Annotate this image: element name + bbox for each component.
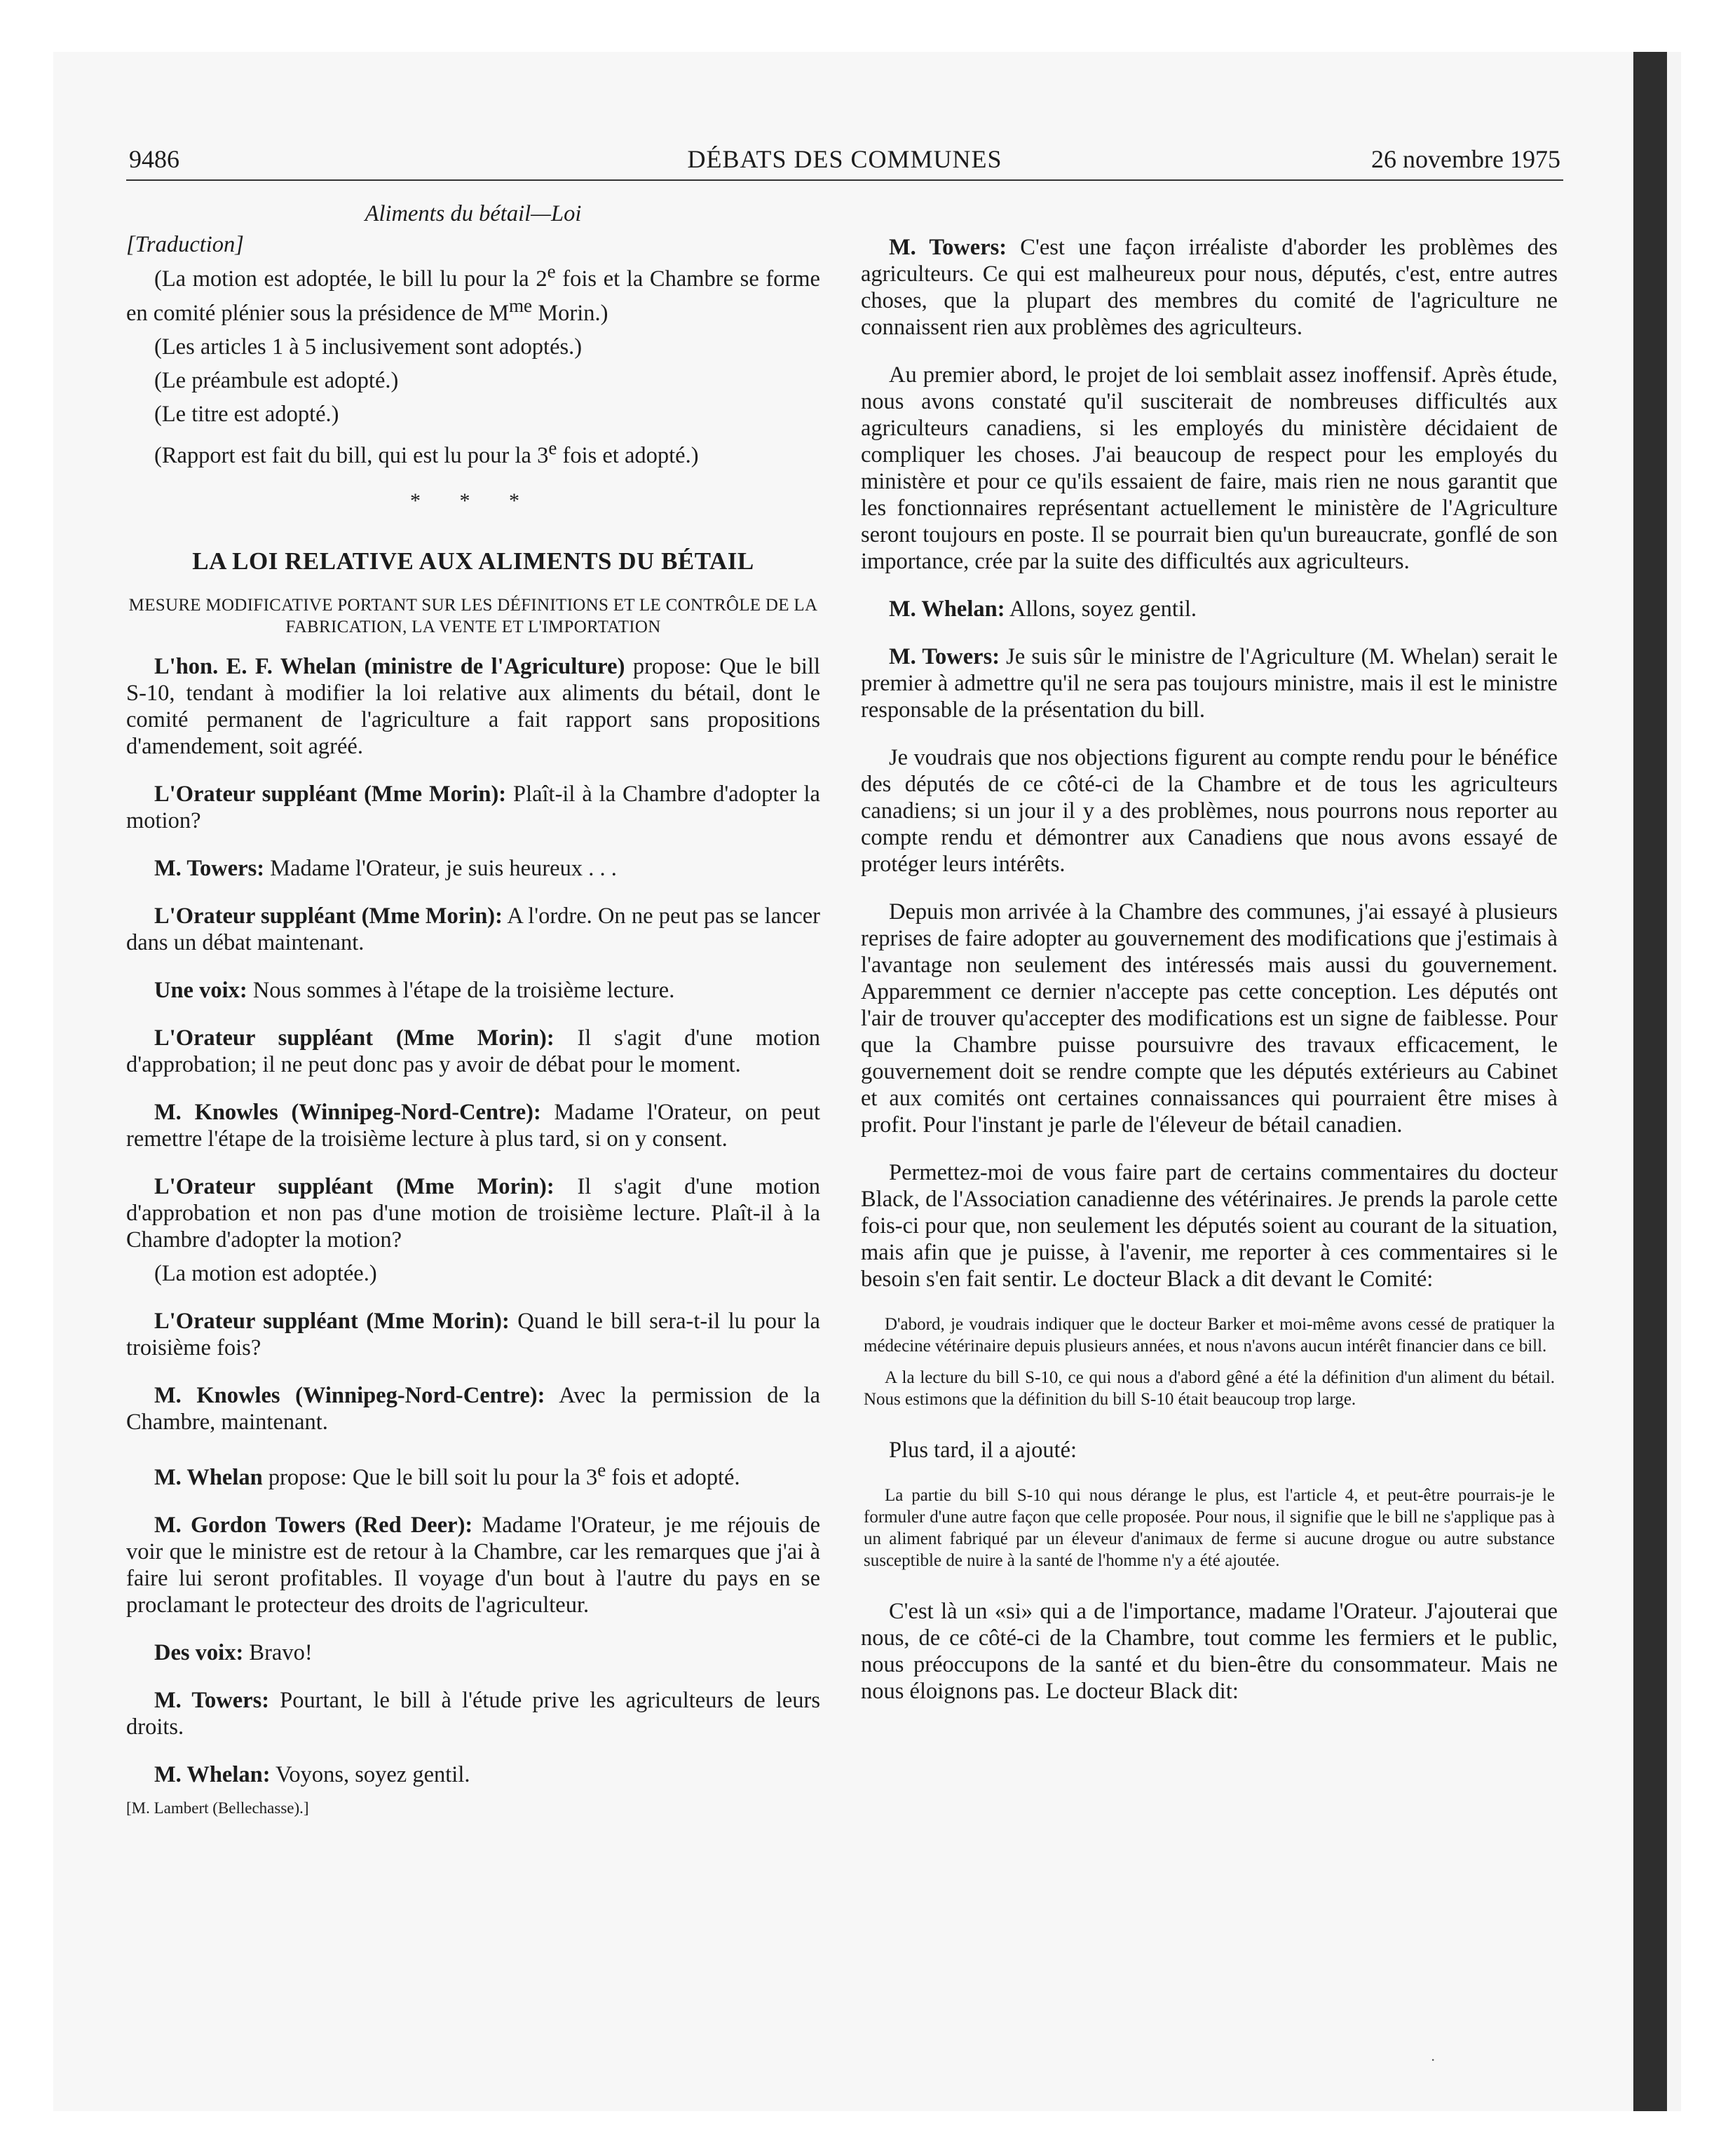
speech-paragraph: L'Orateur suppléant (Mme Morin): A l'ordre. On ne peut pas se lancer dans un débat maintenant. xyxy=(126,903,820,956)
speech-paragraph: Permettez-moi de vous faire part de certains commentaires du docteur Black, de l'Association canadienne des vétérinaires. Je prends la parole cette fois-ci pour que, non seulement les députés soient au courant de la situation, mais afin que je puisse, à l'avenir, me reporter à ces commentaires si le besoin s'en fait sentir. Le docteur Black a dit devant le Comité: xyxy=(861,1160,1558,1292)
speech-paragraph: C'est là un «si» qui a de l'importance, madame l'Orateur. J'ajouterai que nous, de ce côté-ci de la Chambre, tout comme les fermiers et le public, nous préoccupons de la santé et du bien-être du consommateur. Mais ne nous éloignons pas. Le docteur Black dit: xyxy=(861,1599,1558,1704)
page-number: 9486 xyxy=(129,145,179,173)
speech-paragraph: Plus tard, il a ajouté: xyxy=(889,1438,1077,1463)
speech-paragraph: Au premier abord, le projet de loi semblait assez inoffensif. Après étude, nous avons constaté qu'il susciterait de nombreuses difficultés aux agriculteurs canadiens, si les employés du ministère décidaient de compliquer les choses. J'ai beaucoup de respect pour les employés du ministère et pour ce qu'ils essaient de faire, mais rien ne nous garantit que les fonctionnaires représentant actuellement le ministère de l'Agriculture seront toujours en poste. Il se pourrait bien qu'un bureaucrate, gonflé de son importance, crée par la suite des difficultés aux agriculteurs. xyxy=(861,362,1558,574)
speaker-name: L'Orateur suppléant (Mme Morin): xyxy=(154,903,503,929)
speaker-name: M. Towers: xyxy=(889,235,1007,260)
speech-paragraph: M. Towers: C'est une façon irréaliste d'aborder les problèmes des agriculteurs. Ce qui est malheureux pour nous, députés, c'est, entre autres choses, que la plupart des membres du comité de l'agriculture ne connaissent rien aux problèmes des agriculteurs. xyxy=(861,235,1558,340)
procedure-note: (La motion est adoptée.) xyxy=(154,1261,377,1287)
speaker-name: M. Towers: xyxy=(154,1688,270,1714)
procedure-note: (Rapport est fait du bill, qui est lu pour la 3e fois et adopté.) xyxy=(154,437,699,468)
section-title: LA LOI RELATIVE AUX ALIMENTS DU BÉTAIL xyxy=(192,547,754,575)
speech-paragraph: L'Orateur suppléant (Mme Morin): Il s'agit d'une motion d'approbation; il ne peut donc pas y avoir de débat pour le moment. xyxy=(126,1025,820,1078)
speech-paragraph: M. Towers: Je suis sûr le ministre de l'Agriculture (M. Whelan) serait le premier à admettre qu'il ne sera pas toujours ministre, mais il est le ministre responsable de la présentation du bill. xyxy=(861,644,1558,723)
speaker-name: L'Orateur suppléant (Mme Morin): xyxy=(154,1174,554,1200)
speech-paragraph: M. Whelan: Voyons, soyez gentil. xyxy=(154,1762,470,1788)
speaker-name: M. Knowles (Winnipeg-Nord-Centre): xyxy=(154,1100,541,1126)
speaker-name: Une voix: xyxy=(154,978,247,1004)
scan-mark: . xyxy=(1431,2047,1436,2064)
speaker-footnote: [M. Lambert (Bellechasse).] xyxy=(126,1799,309,1817)
section-subtitle: MESURE MODIFICATIVE PORTANT SUR LES DÉFINITIONS ET LE CONTRÔLE DE LA FABRICATION, LA VENTE ET L'IMPORTATION xyxy=(128,596,818,637)
speech-paragraph: M. Whelan propose: Que le bill soit lu pour la 3e fois et adopté. xyxy=(154,1459,740,1491)
publication-title: DÉBATS DES COMMUNES xyxy=(687,145,1002,173)
block-quote: D'abord, je voudrais indiquer que le docteur Barker et moi-même avons cessé de pratiquer la médecine vétérinaire depuis plusieurs années, et nous n'avons aucun intérêt financier dans ce bill. xyxy=(864,1315,1555,1356)
running-head: Aliments du bétail—Loi xyxy=(365,201,582,226)
translation-tag: [Traduction] xyxy=(126,232,244,257)
speaker-name: M. Whelan: xyxy=(154,1762,271,1788)
speech-paragraph: Depuis mon arrivée à la Chambre des communes, j'ai essayé à plusieurs reprises de faire adopter au gouvernement des modifications que j'estimais à l'avantage non seulement des intéressés mais aussi du gouvernement. Apparemment ce dernier n'accepte pas cette conception. Les députés ont l'air de trouver qu'accepter des modifications est un signe de faiblesse. Pour que la Chambre puisse poursuivre des travaux efficacement, le gouvernement doit se rendre compte que les députés extérieurs au Cabinet et aux comités ont certaines connaissances qui pourraient être mises à profit. Pour l'instant je parle de l'éleveur de bétail canadien. xyxy=(861,899,1558,1138)
page-date: 26 novembre 1975 xyxy=(1371,145,1560,173)
speech-paragraph: L'Orateur suppléant (Mme Morin): Il s'agit d'une motion d'approbation et non pas d'une motion de troisième lecture. Plaît-il à la Chambre d'adopter la motion? xyxy=(126,1174,820,1253)
section-separator: * * * xyxy=(410,489,536,513)
procedure-note: (Le titre est adopté.) xyxy=(154,401,339,427)
speech-paragraph: L'Orateur suppléant (Mme Morin): Plaît-il à la Chambre d'adopter la motion? xyxy=(126,782,820,834)
right-column xyxy=(861,234,1558,1726)
speech-paragraph: L'hon. E. F. Whelan (ministre de l'Agriculture) propose: Que le bill S-10, tendant à modifier la loi relative aux aliments du bétail, dont le comité permanent de l'agriculture a fait rapport sans propositions d'amendement, soit agréé. xyxy=(126,654,820,760)
speech-paragraph: Des voix: Bravo! xyxy=(154,1640,313,1666)
speech-paragraph: M. Knowles (Winnipeg-Nord-Centre): Madame l'Orateur, on peut remettre l'étape de la troisième lecture à plus tard, si on y consent. xyxy=(126,1100,820,1152)
page-header xyxy=(126,144,1563,181)
block-quote: A la lecture du bill S-10, ce qui nous a d'abord gêné a été la définition d'un aliment du bétail. Nous estimons que la définition du bill S-10 était beaucoup trop large. xyxy=(864,1368,1555,1409)
speech-paragraph: Une voix: Nous sommes à l'étape de la troisième lecture. xyxy=(154,978,675,1004)
speech-paragraph: M. Whelan: Allons, soyez gentil. xyxy=(889,596,1197,622)
procedure-note: (Les articles 1 à 5 inclusivement sont adoptés.) xyxy=(154,334,583,360)
speaker-name: L'Orateur suppléant (Mme Morin): xyxy=(154,1025,554,1051)
speech-paragraph: M. Towers: Pourtant, le bill à l'étude prive les agriculteurs de leurs droits. xyxy=(126,1688,820,1740)
speech-paragraph: Je voudrais que nos objections figurent au compte rendu pour le bénéfice des députés de ce côté-ci de la Chambre et de tous les agriculteurs canadiens; si un jour il y a des problèmes, nous pourrons nous reporter au compte rendu et démontrer aux Canadiens que nous avons essayé de protéger leurs intérêts. xyxy=(861,745,1558,877)
speaker-name: M. Whelan: xyxy=(889,596,1005,622)
left-column xyxy=(126,200,820,1822)
speaker-name: L'Orateur suppléant (Mme Morin): xyxy=(154,1309,510,1335)
scan-edge xyxy=(1633,52,1667,2111)
speaker-name: M. Whelan xyxy=(154,1465,263,1491)
speech-paragraph: M. Knowles (Winnipeg-Nord-Centre): Avec la permission de la Chambre, maintenant. xyxy=(126,1383,820,1435)
speech-paragraph: L'Orateur suppléant (Mme Morin): Quand le bill sera-t-il lu pour la troisième fois? xyxy=(126,1309,820,1361)
speaker-name: L'Orateur suppléant (Mme Morin): xyxy=(154,782,507,807)
block-quote: La partie du bill S-10 qui nous dérange le plus, est l'article 4, et peut-être pourrais-je le formuler d'une autre façon que celle proposée. Pour nous, il signifie que le bill ne s'applique pas à un aliment fabriqué par un éleveur d'animaux de ferme si aucune drogue ou autre substance susceptible de nuire à la santé de l'homme n'y a été ajoutée. xyxy=(864,1486,1555,1570)
speaker-name: Des voix: xyxy=(154,1640,244,1666)
speaker-name: L'hon. E. F. Whelan (ministre de l'Agriculture) xyxy=(154,654,625,680)
speech-paragraph: M. Gordon Towers (Red Deer): Madame l'Orateur, je me réjouis de voir que le ministre est de retour à la Chambre, car les remarques que j'ai à faire lui seront profitables. Il voyage d'un bout à l'autre du pays en se proclamant le protecteur des droits de l'agriculteur. xyxy=(126,1513,820,1618)
procedure-note: (Le préambule est adopté.) xyxy=(154,367,399,393)
procedure-note: (La motion est adoptée, le bill lu pour la 2e fois et la Chambre se forme en comité plénier sous la présidence de $M^{me}$ Morin.) xyxy=(126,261,820,326)
speaker-name: M. Towers: xyxy=(889,644,1000,669)
speech-paragraph: M. Towers: Madame l'Orateur, je suis heureux . . . xyxy=(154,856,617,882)
speaker-name: M. Gordon Towers (Red Deer): xyxy=(154,1513,473,1538)
speaker-name: M. Towers: xyxy=(154,856,265,882)
speaker-name: M. Knowles (Winnipeg-Nord-Centre): xyxy=(154,1383,545,1409)
